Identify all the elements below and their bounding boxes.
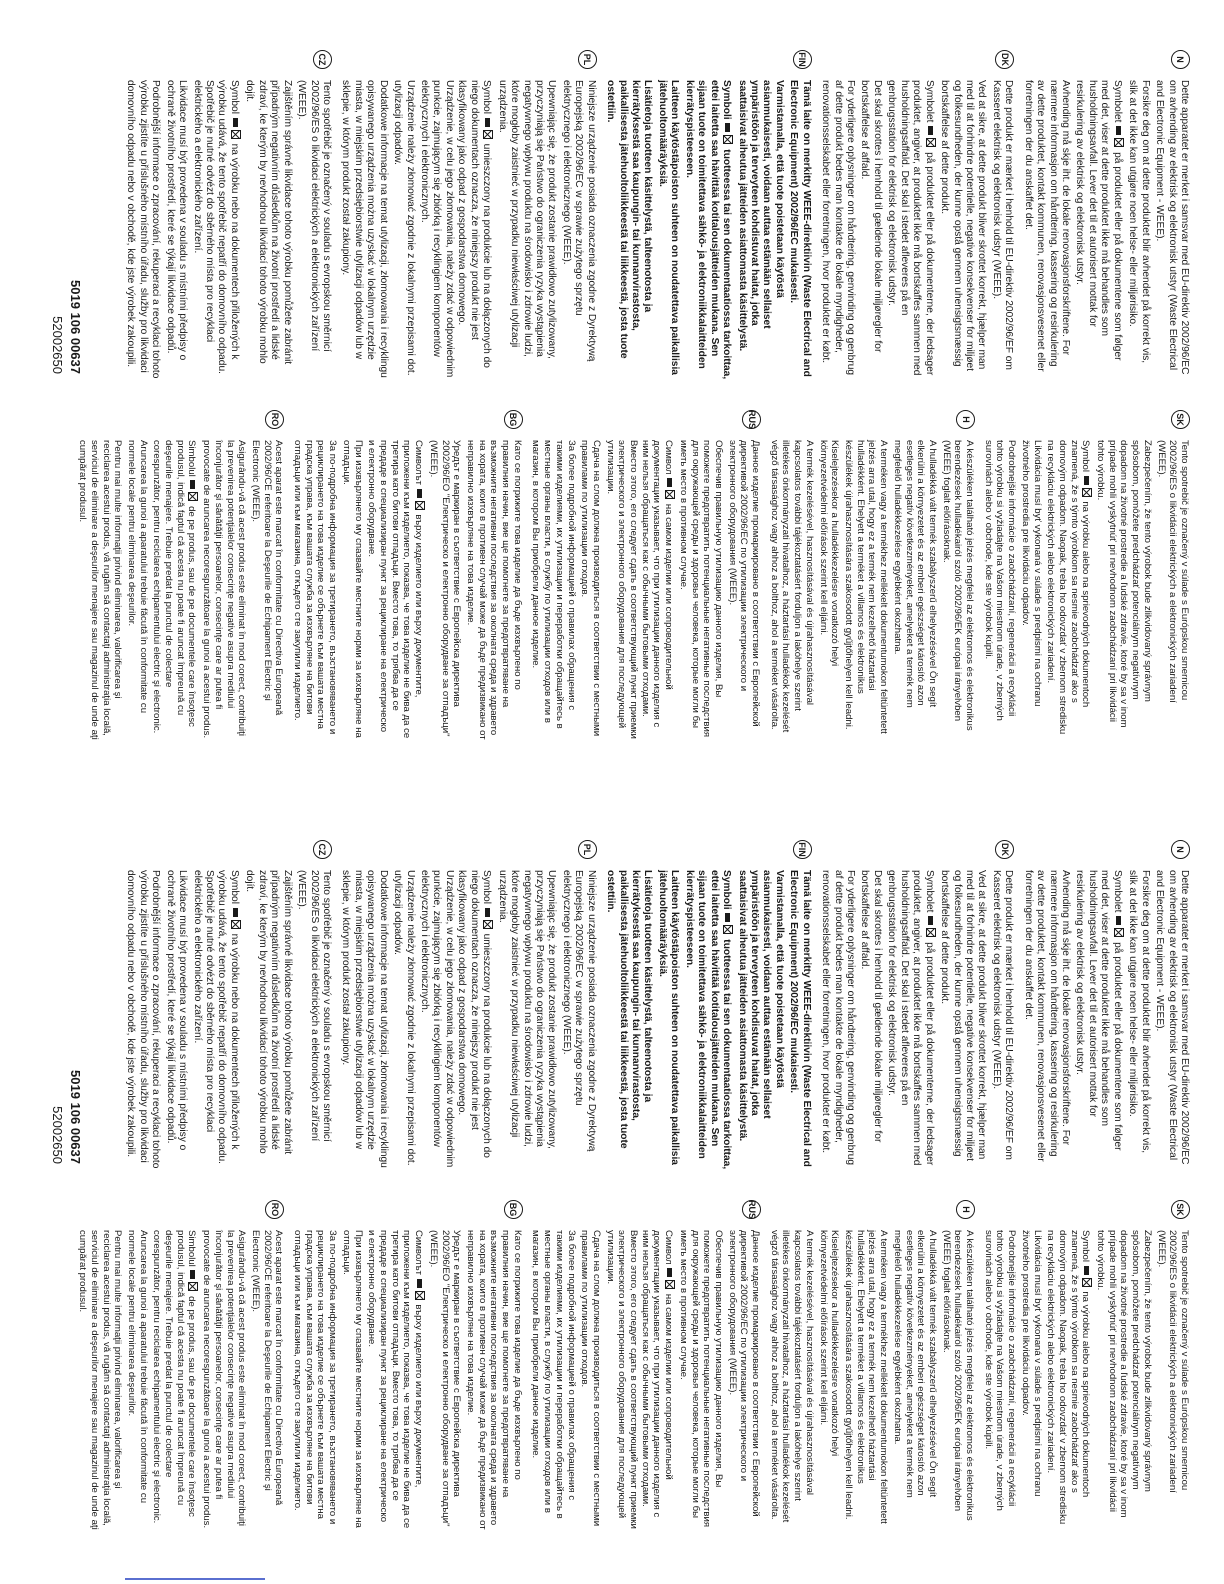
lang-badge: RUS (742, 1200, 761, 1219)
lang-badge: PL (578, 840, 597, 859)
section-cz: CZ Tento spotřebič je označený v souladu s evropskou směrnicí 2002/96/ES o likvidaci elektrických a elektronických zařízení (WEEE). Zajištěním správné likvidace tohoto výrobku pomůžete zabránit případným negativním důsledkům na životní prostředí a lidské zdraví, ke kterým by nevhodnou likvidací tohoto výrobku mohlo dojít. Symbol na výrobku nebo na dokumentech přiložených k výrobku udává, že tento spotřebič nepatří do domovního odpadu. Spotřebič je nutné odvézt do sběrného místa pro recyklaci elektrického a elektronického zařízení. Likvidace musí být provedena v souladu s místními předpisy o ochraně životního prostředí, které se týkají likvidace odpadů. Podrobnější informace o zpracování, rekuperaci a recyklaci tohoto výrobku zjistíte u příslušného místního úřadu, služby pro likvidaci domovního odpadu nebo v obchodě, kde jste výrobek zakoupili. (124, 840, 332, 1170)
crossed-bin-icon (1082, 488, 1092, 497)
weee-bar-icon (1084, 476, 1089, 485)
weee-bar-icon (725, 123, 730, 132)
notice-sheet-top (10, 20, 1210, 760)
document-code-secondary: 52002650 (50, 1106, 66, 1164)
crossed-bin-icon (415, 1291, 425, 1300)
lang-badge: FIN (793, 840, 812, 859)
weee-bar-icon (485, 118, 490, 127)
lang-badge: CZ (313, 840, 332, 859)
lang-badge: RO (265, 1200, 284, 1219)
lang-badge: SK (1171, 1200, 1190, 1219)
section-dk: DK Dette produkt er mærket i henhold til EU-direktiv 2002/96/EF om Kasseret elektrisk og elektronisk udstyr (WEEE). Ved at sikre, at dette produkt bliver skrottet korrekt, hjælper man med til at forhindre potentielle, negative konsekvenser for miljøet og folkesundheden, der kunne opstå gennem uhensigtsmæssig bortskaffelse af dette produkt. Symbolet på produktet eller på dokumenterne, der ledsager produktet, angiver, at produktet ikke må bortskaffes sammen med husholdningsaffald. Det skal i stedet afleveres på en genbrugsstation for elektrisk og elektronisk udstyr. Det skal skrottes i henhold til gældende lokale miljøregler for bortskaffelse af affald. For yderligere oplysninger om håndtering, genvinding og genbrug af dette produkt bedes man kontakte de lokale myndigheder, renovationsselskabet eller forretningen, hvor produktet er købt. (819, 50, 1015, 380)
lang-badge: N (1171, 50, 1190, 69)
document-code-primary: 5019 106 00637 (68, 280, 84, 374)
section-pl: PL Niniejsze urządzenie posiada oznaczenia zgodne z Dyrektywą Europejską 2002/96/EC w sprawie zużytego sprzętu elektrycznego i elektronicznego (WEEE). Upewniając się, że produkt zostanie prawidłowo zutylizowany, przyczyniają się Państwo do ograniczenia ryzyka wystąpienia negatywnego wpływu produktu na środowisko i zdrowie ludzi, które mogłoby zaistnieć w przypadku niewłaściwej utylizacji urządzenia. Symbol umieszczony na produkcie lub na dołączonych do niego dokumentach oznacza, że niniejszy produkt nie jest klasyfikowany jako odpad z gospodarstwa domowego. Urządzenie, w celu jego złomowania, należy zdać w odpowiednim punkcie, zajmującym się zbiórką i recyklingiem komponentów elektrycznych i elektronicznych. Urządzenie należy złomować zgodnie z lokalnymi przepisami dot. utylizacji odpadów. Dodatkowe informacje na temat utylizacji, złomowania i recyklingu opisywanego urządzenia można uzyskać w lokalnym urzędzie miasta, w miejskim przedsiębiorstwie utylizacji odpadów lub w sklepie, w którym produkt został zakupiony. (339, 840, 597, 1170)
lang-badge: BG (504, 1200, 523, 1219)
section-fin: FIN Tämä laite on merkitty WEEE-direktiivin (Waste Electrical and Electronic Equipment) 2002/96/EC mukaisesti. Varmistamalla, että tuote poistetaan käytöstä asianmukaisesti, voidaan auttaa estämään sellaiset ympäristöön ja terveyteen kohdistuvat haitat, jotka saattaisivat aiheutua jätteiden asiattomasta käsittelystä. Symboli tuotteessa tai sen dokumentaatiossa tarkoittaa, ettei laitetta saa hävittää kotitalousjätteiden mukana. Sen sijaan tuote on toimitettava sähkö- ja elektroniikkalaitteiden kierrätyspisteeseen. Laitteen käytöstäpoiston suhteen on noudatettava paikallisia jätehuoltomääräyksiä. Lisätietoja tuotteen käsittelystä, talteenotosta ja kierrätyksestä saa kaupungin- tai kunnanvirastosta, paikallisesta jätehuoltoliikkeestä tai liikkeestä, josta tuote ostettiin. (604, 50, 812, 380)
right-column (30, 410, 1190, 740)
lang-badge: BG (504, 410, 523, 429)
crossed-bin-icon (1082, 1278, 1092, 1287)
right-column (30, 1200, 1190, 1530)
lang-badge: H (956, 410, 975, 429)
document-codes (48, 1070, 84, 1164)
document-code-primary: 5019 106 00637 (68, 1070, 84, 1164)
weee-bar-icon (1116, 126, 1121, 135)
lang-badge: CZ (313, 50, 332, 69)
lang-badge: DK (995, 50, 1014, 69)
page-edge-rule (125, 1578, 265, 1580)
lang-badge: FIN (793, 50, 812, 69)
weee-bar-icon (1116, 916, 1121, 925)
weee-bar-icon (190, 1270, 195, 1279)
crossed-bin-icon (723, 135, 733, 144)
crossed-bin-icon (1114, 138, 1124, 147)
section-cz: CZ Tento spotřebič je označený v souladu s evropskou směrnicí 2002/96/ES o likvidaci elektrických a elektronických zařízení (WEEE). Zajištěním správné likvidace tohoto výrobku pomůžete zabránit případným negativním důsledkům na životní prostředí a lidské zdraví, ke kterým by nevhodnou likvidací tohoto výrobku mohlo dojít. Symbol na výrobku nebo na dokumentech přiložených k výrobku udává, že tento spotřebič nepatří do domovního odpadu. Spotřebič je nutné odvézt do sběrného místa pro recyklaci elektrického a elektronického zařízení. Likvidace musí být provedena v souladu s místními předpisy o ochraně životního prostředí, které se týkají likvidace odpadů. Podrobnější informace o zpracování, rekuperaci a recyklaci tohoto výrobku zjistíte u příslušného místního úřadu, služby pro likvidaci domovního odpadu nebo v obchodě, kde jste výrobek zakoupili. (124, 50, 332, 380)
weee-bar-icon (233, 118, 238, 127)
crossed-bin-icon (188, 492, 198, 501)
weee-bar-icon (417, 1279, 422, 1288)
section-sk: SK Tento spotrebič je označený v súlade s Európskou smernicou 2002/96/ES o likvidácii elektrických a elektronických zariadení (WEEE). Zabezpečením, že tento výrobok bude zlikvidovaný správnym spôsobom, pomôžete predchádzať potenciálnym negatívnym dopadom na životné prostredie a ľudské zdravie, ktoré by sa v inom prípade mohli vyskytnúť pri nevhodnom zaobchádzaní pri likvidácii tohto výrobku. Symbol na výrobku alebo na sprievodných dokumentoch znamená, že s týmto výrobkom sa nesmie zaobchádzať ako s domovým odpadom. Naopak, treba ho odovzdať v zbernom stredisku na recykláciu elektrických alebo elektronických zariadení. Likvidácia musí byť vykonaná v súlade s predpismi na ochranu životného prostredia pre likvidáciu odpadov. Podrobnejšie informácie o zaobchádzaní, regenerácii a recyklácii tohto výrobku si vyžiadajte na Vašom miestnom úrade, v zberných surovinách alebo v obchode, kde ste výrobok kúpili. (982, 410, 1190, 740)
left-column (30, 840, 1190, 1170)
section-bg: BG Като се погрижите това изделие да бъде изхвърлено по правилния начин, вие ще помогнете за предотвратяване на възможните негативни последствия за околната среда и здравето на хората, които в противен случай може да бъде предизвикано от неправилно изхвърляне на това изделие. Уредът е маркиран в съответствие с Европейска директива 2002/96/ЕО "Електрическо и електронно оборудване за отпадъци" (WEEE). Символът върху изделието или върху документите, приложени към изделието, показва, че това изделие не бива да се третира като битови отпадъци. Вместо това, то трябва да се предаде в специализиран пункт за рециклиране на електрическо и електронно оборудване. При изхвърлянето му спазвайте местните норми за изхвърляне на отпадъци. За по-подробна информация за третирането, възстановяването и рециклирането на това изделие се обърнете към вашата местна градска управа, към вашата служба за изхвърляне на битови отпадъци или към магазина, откъдето сте закупили изделието. (291, 410, 522, 740)
section-pl: PL Niniejsze urządzenie posiada oznaczenia zgodne z Dyrektywą Europejską 2002/96/EC w sprawie zużytego sprzętu elektrycznego i elektronicznego (WEEE). Upewniając się, że produkt zostanie prawidłowo zutylizowany, przyczyniają się Państwo do ograniczenia ryzyka wystąpienia negatywnego wpływu produktu na środowisko i zdrowie ludzi, które mogłoby zaistnieć w przypadku niewłaściwej utylizacji urządzenia. Symbol umieszczony na produkcie lub na dołączonych do niego dokumentach oznacza, że niniejszy produkt nie jest klasyfikowany jako odpad z gospodarstwa domowego. Urządzenie, w celu jego złomowania, należy zdać w odpowiednim punkcie, zajmującym się zbiórką i recyklingiem komponentów elektrycznych i elektronicznych. Urządzenie należy złomować zgodnie z lokalnymi przepisami dot. utylizacji odpadów. Dodatkowe informacje na temat utylizacji, złomowania i recyklingu opisywanego urządzenia można uzyskać w lokalnym urzędzie miasta, w miejskim przedsiębiorstwie utylizacji odpadów lub w sklepie, w którym produkt został zakupiony. (339, 50, 597, 380)
lang-badge: DK (995, 840, 1014, 859)
weee-bar-icon (725, 913, 730, 922)
lang-badge: RUS (742, 410, 761, 429)
weee-bar-icon (233, 908, 238, 917)
crossed-bin-icon (231, 130, 241, 139)
weee-bar-icon (667, 1268, 672, 1277)
weee-bar-icon (1084, 1266, 1089, 1275)
weee-bar-icon (667, 478, 672, 487)
crossed-bin-icon (188, 1282, 198, 1291)
notice-sheet-bottom (10, 810, 1210, 1550)
lang-badge: PL (578, 50, 597, 69)
weee-bar-icon (485, 908, 490, 917)
crossed-bin-icon (926, 138, 936, 147)
crossed-bin-icon (926, 928, 936, 937)
weee-bar-icon (928, 126, 933, 135)
section-n: N Dette apparatet er merket i samsvar med EU-direktiv 2002/96/EC om avhending av elektrisk og elektronisk utstyr (Waste Electrical and Electronic Equipment - WEEE). Forsikre deg om at dette produktet blir avhendet på korrekt vis, slik at det ikke kan utgjøre noen helse- eller miljørisiko. Symbolet på produktet eller på dokumentene som følger med det, viser at dette produktet ikke må behandles som husholdningsavfall. Lever det til et autorisert mottak for resirkulering av elektrisk og elektronisk utstyr. Avhending må skje iht. de lokale renovasjonsforskriftene. For nærmere informasjon om håndtering, kassering og resirkulering av dette produktet, kontakt kommunen, renovasjonsvesenet eller forretningen der du anskaffet det. (1021, 50, 1190, 380)
section-rus: RUS Данное изделие промаркировано в соответствии с Европейской директивой 2002/96/EC по утилизации электрического и электронного оборудования (WEEE). Обеспечив правильную утилизацию данного изделия, Вы поможете предотвратить потенциальные негативные последствия для окружающей среды и здоровья человека, которые могли бы иметь место в противном случае. Символ на самом изделии или сопроводительной документации указывает, что при утилизации данного изделия с ним нельзя обращаться как с обычными бытовыми отходами. Вместо этого, его следует сдать в соответствующий пункт приемки электрического и электронного оборудования для последующей утилизации. Сдача на слом должна производиться в соответствии с местными правилами по утилизации отходов. За более подробной информацией о правилах обращения с такими изделиями, их утилизации и переработки обращайтесь в местные органы власти, в службу по утилизации отходов или в магазин, в котором Вы приобрели данное изделие. (530, 410, 762, 739)
section-fin: FIN Tämä laite on merkitty WEEE-direktiivin (Waste Electrical and Electronic Equipment) 2002/96/EC mukaisesti. Varmistamalla, että tuote poistetaan käytöstä asianmukaisesti, voidaan auttaa estämään sellaiset ympäristöön ja terveyteen kohdistuvat haitat, jotka saattaisivat aiheutua jätteiden asiattomasta käsittelystä. Symboli tuotteessa tai sen dokumentaatiossa tarkoittaa, ettei laitetta saa hävittää kotitalousjätteiden mukana. Sen sijaan tuote on toimitettava sähkö- ja elektroniikkalaitteiden kierrätyspisteeseen. Laitteen käytöstäpoiston suhteen on noudatettava paikallisia jätehuoltomääräyksiä. Lisätietoja tuotteen käsittelystä, talteenotosta ja kierrätyksestä saa kaupungin- tai kunnanvirastosta, paikallisesta jätehuoltoliikkeestä tai liikkeestä, josta tuote ostettiin. (604, 840, 812, 1170)
crossed-bin-icon (483, 920, 493, 929)
lang-badge: N (1171, 840, 1190, 859)
weee-bar-icon (417, 489, 422, 498)
crossed-bin-icon (665, 1280, 675, 1289)
section-h: H A készüléken található jelzés megfelel az elektromos és elektronikus berendezések hulladékairól szóló 2002/96/EK európai irányelvben (WEEE) foglalt előírásoknak. A hulladékká vált termék szabályszerű elhelyezésével Ön segít elkerülni a környezetet és az emberi egészséget károsító azon esetleges negatív következményeket, amelyeket a termék nem megfelelő hulladékkezelése egyébként okozhatna. A terméken vagy a termékhez mellékelt dokumentumokon feltüntetett jelzés arra utal, hogy ez a termék nem kezelhető háztartási hulladékként. Ehelyett a terméket a villamos és elektronikus készülékek újrahasznosítására szakosodott gyűjtőhelyen kell leadni. Kiselejtezésekor a hulladékkezelésre vonatkozó helyi környezetvédelmi előírások szerint kell eljárni. A termék kezelésével, hasznosításával és újrahasznosításával kapcsolatos további tájékoztatásért forduljon a lakóhelye szerint illetékes önkormányzati hivatalhoz, a háztartási hulladékok kezelését végző társasághoz vagy ahhoz a bolthoz, ahol a terméket vásárolta. (768, 1200, 975, 1530)
lang-badge: H (956, 1200, 975, 1219)
weee-bar-icon (190, 480, 195, 489)
crossed-bin-icon (231, 920, 241, 929)
section-h: H A készüléken található jelzés megfelel az elektromos és elektronikus berendezések hulladékairól szóló 2002/96/EK európai irányelvben (WEEE) foglalt előírásoknak. A hulladékká vált termék szabályszerű elhelyezésével Ön segít elkerülni a környezetet és az emberi egészséget károsító azon esetleges negatív következményeket, amelyeket a termék nem megfelelő hulladékkezelése egyébként okozhatna. A terméken vagy a termékhez mellékelt dokumentumokon feltüntetett jelzés arra utal, hogy ez a termék nem kezelhető háztartási hulladékként. Ehelyett a terméket a villamos és elektronikus készülékek újrahasznosítására szakosodott gyűjtőhelyen kell leadni. Kiselejtezésekor a hulladékkezelésre vonatkozó helyi környezetvédelmi előírások szerint kell eljárni. A termék kezelésével, hasznosításával és újrahasznosításával kapcsolatos további tájékoztatásért forduljon a lakóhelye szerint illetékes önkormányzati hivatalhoz, a háztartási hulladékok kezelését végző társasághoz vagy ahhoz a bolthoz, ahol a terméket vásárolta. (768, 410, 975, 740)
lang-badge: RO (265, 410, 284, 429)
lang-badge: SK (1171, 410, 1190, 429)
crossed-bin-icon (1114, 928, 1124, 937)
weee-bar-icon (928, 916, 933, 925)
section-rus: RUS Данное изделие промаркировано в соответствии с Европейской директивой 2002/96/EC по утилизации электрического и электронного оборудования (WEEE). Обеспечив правильную утилизацию данного изделия, Вы поможете предотвратить потенциальные негативные последствия для окружающей среды и здоровья человека, которые могли бы иметь место в противном случае. Символ на самом изделии или сопроводительной документации указывает, что при утилизации данного изделия с ним нельзя обращаться как с обычными бытовыми отходами. Вместо этого, его следует сдать в соответствующий пункт приемки электрического и электронного оборудования для последующей утилизации. Сдача на слом должна производиться в соответствии с местными правилами по утилизации отходов. За более подробной информацией о правилах обращения с такими изделиями, их утилизации и переработки обращайтесь в местные органы власти, в службу по утилизации отходов или в магазин, в котором Вы приобрели данное изделие. (530, 1200, 762, 1529)
section-n: N Dette apparatet er merket i samsvar med EU-direktiv 2002/96/EC om avhending av elektrisk og elektronisk utstyr (Waste Electrical and Electronic Equipment - WEEE). Forsikre deg om at dette produktet blir avhendet på korrekt vis, slik at det ikke kan utgjøre noen helse- eller miljørisiko. Symbolet på produktet eller på dokumentene som følger med det, viser at dette produktet ikke må behandles som husholdningsavfall. Lever det til et autorisert mottak for resirkulering av elektrisk og elektronisk utstyr. Avhending må skje iht. de lokale renovasjonsforskriftene. For nærmere informasjon om håndtering, kassering og resirkulering av dette produktet, kontakt kommunen, renovasjonsvesenet eller forretningen der du anskaffet det. (1021, 840, 1190, 1170)
crossed-bin-icon (415, 501, 425, 510)
section-bg: BG Като се погрижите това изделие да бъде изхвърлено по правилния начин, вие ще помогнете за предотвратяване на възможните негативни последствия за околната среда и здравето на хората, които в противен случай може да бъде предизвикано от неправилно изхвърляне на това изделие. Уредът е маркиран в съответствие с Европейска директива 2002/96/ЕО "Електрическо и електронно оборудване за отпадъци" (WEEE). Символът върху изделието или върху документите, приложени към изделието, показва, че това изделие не бива да се третира като битови отпадъци. Вместо това, то трябва да се предаде в специализиран пункт за рециклиране на електрическо и електронно оборудване. При изхвърлянето му спазвайте местните норми за изхвърляне на отпадъци. За по-подробна информация за третирането, възстановяването и рециклирането на това изделие се обърнете към вашата местна градска управа, към вашата служба за изхвърляне на битови отпадъци или към магазина, откъдето сте закупили изделието. (291, 1200, 522, 1530)
document-codes (48, 280, 84, 374)
section-sk: SK Tento spotrebič je označený v súlade s Európskou smernicou 2002/96/ES o likvidácii elektrických a elektronických zariadení (WEEE). Zabezpečením, že tento výrobok bude zlikvidovaný správnym spôsobom, pomôžete predchádzať potenciálnym negatívnym dopadom na životné prostredie a ľudské zdravie, ktoré by sa v inom prípade mohli vyskytnúť pri nevhodnom zaobchádzaní pri likvidácii tohto výrobku. Symbol na výrobku alebo na sprievodných dokumentoch znamená, že s týmto výrobkom sa nesmie zaobchádzať ako s domovým odpadom. Naopak, treba ho odovzdať v zbernom stredisku na recykláciu elektrických alebo elektronických zariadení. Likvidácia musí byť vykonaná v súlade s predpismi na ochranu životného prostredia pre likvidáciu odpadov. Podrobnejšie informácie o zaobchádzaní, regenerácii a recyklácii tohto výrobku si vyžiadajte na Vašom miestnom úrade, v zberných surovinách alebo v obchode, kde ste výrobok kúpili. (982, 1200, 1190, 1530)
section-ro: RO Acest aparat este marcat în conformitate cu Directiva Europeană 2002/96/CE referitoare la Deşeurile de Echipament Electric şi Electronic (WEEE). Asigurându-vă că acest produs este eliminat în mod corect, contribuiţi la prevenirea potenţialelor consecinţe negative asupra mediului înconjurător şi sănătăţii persoanelor, consecinţe care ar putea fi provocate de aruncarea necorespunzătoare la gunoi a acestui produs. Simbolul de pe produs, sau de pe documentele care însoţesc produsul, indică faptul că acesta nu poate fi aruncat împreună cu deşeurile menajere. Trebuie predat la punctul de colectare corespunzător, pentru reciclarea echipamentului electric şi electronic. Aruncarea la gunoi a aparatului trebuie făcută în conformitate cu normele locale pentru eliminarea deşeurilor. Pentru mai multe informaţii privind eliminarea, valorificarea şi reciclarea acestui produs, vă rugăm să contactaţi administraţia locală, serviciul de eliminare a deşeurilor menajere sau magazinul de unde aţi cumpărat produsul. (76, 410, 284, 740)
left-column (30, 50, 1190, 380)
crossed-bin-icon (483, 130, 493, 139)
section-ro: RO Acest aparat este marcat în conformitate cu Directiva Europeană 2002/96/CE referitoare la Deşeurile de Echipament Electric şi Electronic (WEEE). Asigurându-vă că acest produs este eliminat în mod corect, contribuiţi la prevenirea potenţialelor consecinţe negative asupra mediului înconjurător şi sănătăţii persoanelor, consecinţe care ar putea fi provocate de aruncarea necorespunzătoare la gunoi a acestui produs. Simbolul de pe produs, sau de pe documentele care însoţesc produsul, indică faptul că acesta nu poate fi aruncat împreună cu deşeurile menajere. Trebuie predat la punctul de colectare corespunzător, pentru reciclarea echipamentului electric şi electronic. Aruncarea la gunoi a aparatului trebuie făcută în conformitate cu normele locale pentru eliminarea deşeurilor. Pentru mai multe informaţii privind eliminarea, valorificarea şi reciclarea acestui produs, vă rugăm să contactaţi administraţia locală, serviciul de eliminare a deşeurilor menajere sau magazinul de unde aţi cumpărat produsul. (76, 1200, 284, 1530)
crossed-bin-icon (665, 490, 675, 499)
section-dk: DK Dette produkt er mærket i henhold til EU-direktiv 2002/96/EF om Kasseret elektrisk og elektronisk udstyr (WEEE). Ved at sikre, at dette produkt bliver skrottet korrekt, hjælper man med til at forhindre potentielle, negative konsekvenser for miljøet og folkesundheden, der kunne opstå gennem uhensigtsmæssig bortskaffelse af dette produkt. Symbolet på produktet eller på dokumenterne, der ledsager produktet, angiver, at produktet ikke må bortskaffes sammen med husholdningsaffald. Det skal i stedet afleveres på en genbrugsstation for elektrisk og elektronisk udstyr. Det skal skrottes i henhold til gældende lokale miljøregler for bortskaffelse af affald. For yderligere oplysninger om håndtering, genvinding og genbrug af dette produkt bedes man kontakte de lokale myndigheder, renovationsselskabet eller forretningen, hvor produktet er købt. (819, 840, 1015, 1170)
document-code-secondary: 52002650 (50, 316, 66, 374)
crossed-bin-icon (723, 925, 733, 934)
